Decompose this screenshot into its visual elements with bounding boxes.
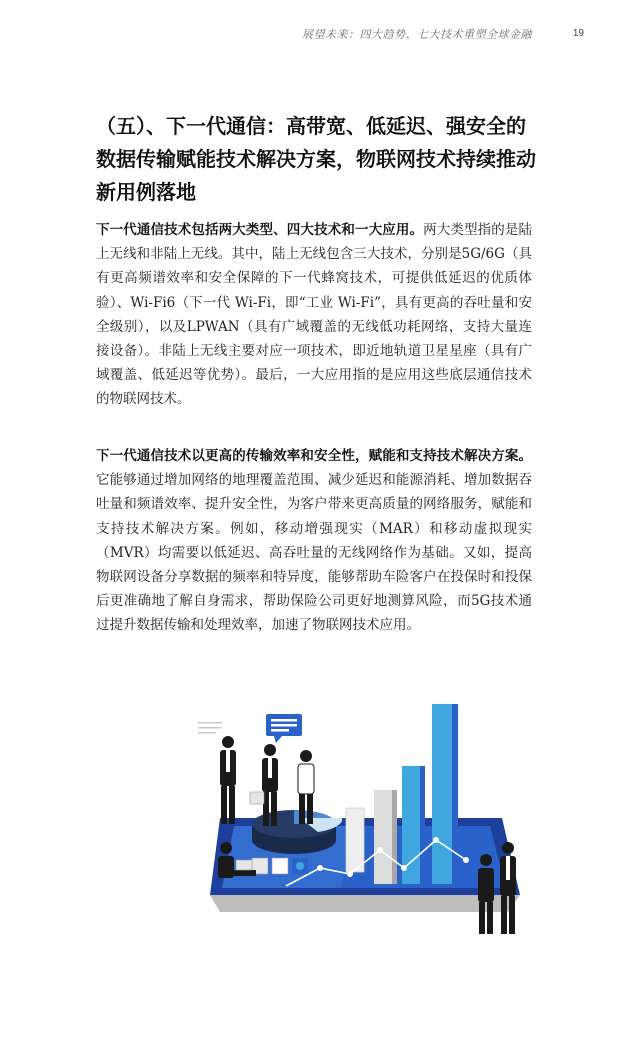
- iot-business-illustration: [190, 700, 530, 950]
- paragraph-2-body: 它能够通过增加网络的地理覆盖范围、减少延迟和能源消耗、增加数据吞吐量和频谱效率、提升安全性，为客户带来更高质量的网络服务，赋能和支持技术解决方案。例如，移动增强现实（MAR）和移动虚拟现实（MVR）均需要以低延迟、高吞吐量的无线网络作为基础。又如，提高物联网设备分享数据的频率和特异度，能够帮助车险客户在投保时和投保后更准确地了解自身需求，帮助保险公司更好地测算风险，而5G技术通过提升数据传输和处理效率，加速了物联网技术应用。: [96, 472, 532, 634]
- bar-chart-graphic: [346, 704, 458, 884]
- businessperson-2: [250, 744, 278, 826]
- page-header: [0, 26, 624, 46]
- paragraph-1: [96, 218, 532, 412]
- running-title: 展望未来：四大趋势、七大技术重塑全球金融: [302, 28, 532, 41]
- businessperson-1: [220, 736, 236, 824]
- text-lines-decoration: [198, 722, 222, 734]
- paragraph-1-body: 两大类型指的是陆上无线和非陆上无线。其中，陆上无线包含三大技术，分别是5G/6G（具有更高频谱效率和安全保障的下一代蜂窝技术，可提供低延迟的优质体验）、Wi-Fi6（下一代 Wi-Fi，即“工业 Wi-Fi”，具有更高的吞吐量和安全级别），以及LPWAN（具有广域覆盖的无线低功耗网络，支持大量连接设备）。非陆上无线主要对应一项技术，即近地轨道卫星星座（具有广域覆盖、低延迟等优势）。最后，一大应用指的是应用这些底层通信技术的物联网技术。: [96, 222, 533, 408]
- chat-bubble-icon: [266, 714, 302, 743]
- paragraph-2-lead: 下一代通信技术以更高的传输效率和安全性，赋能和支持技术解决方案。: [96, 448, 532, 464]
- cube-icons: [252, 858, 308, 874]
- paragraph-1-lead: 下一代通信技术包括两大类型、四大技术和一大应用。: [96, 222, 424, 238]
- paragraph-2: [96, 444, 532, 638]
- page-number: 19: [572, 28, 584, 39]
- section-heading: （五）、下一代通信：高带宽、低延迟、强安全的数据传输赋能技术解决方案，物联网技术持续推动新用例落地: [96, 114, 536, 204]
